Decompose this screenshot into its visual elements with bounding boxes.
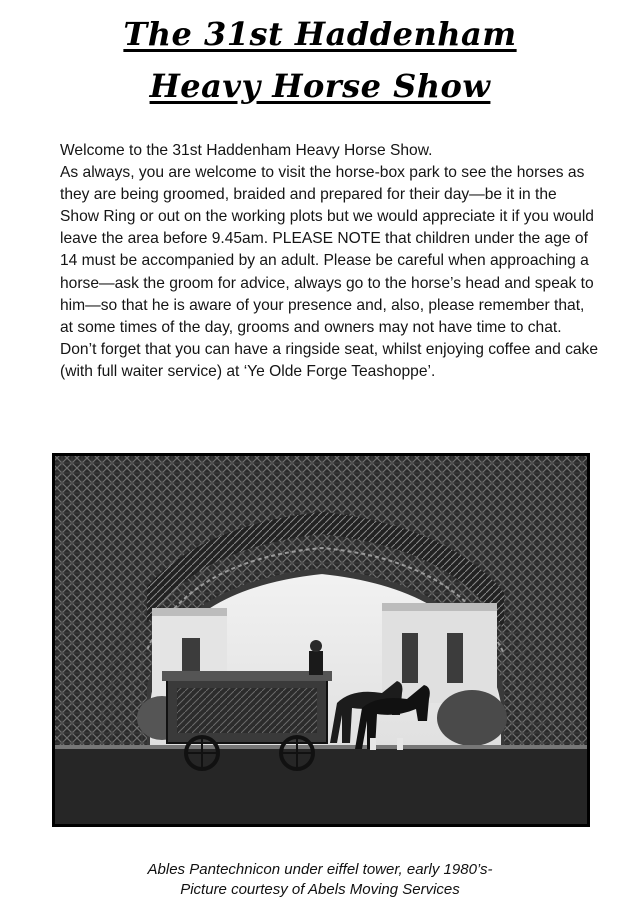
tree-right xyxy=(437,690,507,746)
body-text xyxy=(60,140,600,383)
title-line-2: Heavy Horse Show xyxy=(149,67,491,105)
building-right-roof xyxy=(382,603,497,611)
title-line-1: The 31st Haddenham xyxy=(123,15,517,53)
caption-line-2: Picture courtesy of Abels Moving Services xyxy=(180,881,460,898)
intro-paragraph: Welcome to the 31st Haddenham Heavy Horse Show. xyxy=(60,142,433,159)
building-right-window xyxy=(402,633,418,683)
photo-caption xyxy=(0,860,640,900)
driver-figure xyxy=(309,640,323,675)
eiffel-tower-photo xyxy=(52,453,590,827)
ground xyxy=(52,748,590,827)
building-right-window-2 xyxy=(447,633,463,683)
building-left-roof xyxy=(152,608,227,616)
photo-illustration xyxy=(52,453,590,827)
caption-line-1: Ables Pantechnicon under eiffel tower, early 1980’s- xyxy=(147,861,493,878)
ground-line xyxy=(52,745,590,749)
title-block xyxy=(0,14,640,106)
main-paragraph: As always, you are welcome to visit the horse-box park to see the horses as they are being groomed, braided and prepared for their day—be it in the Show Ring or out on the working plots but we would appreciate it if you would leave the area before 9.45am. PLEASE NOTE that children under the age of 14 must be accompanied by an adult. Please be careful when approaching a horse—ask the groom for advice, always go to the horse’s head and speak to him—so that he is aware of your presence and, also, please remember that, at some times of the day, grooms and owners may not have time to chat. Don’t forget that you can have a ringside seat, whilst enjoying coffee and cake (with full waiter service) at ‘Ye Olde Forge Teashoppe’. xyxy=(60,164,599,380)
